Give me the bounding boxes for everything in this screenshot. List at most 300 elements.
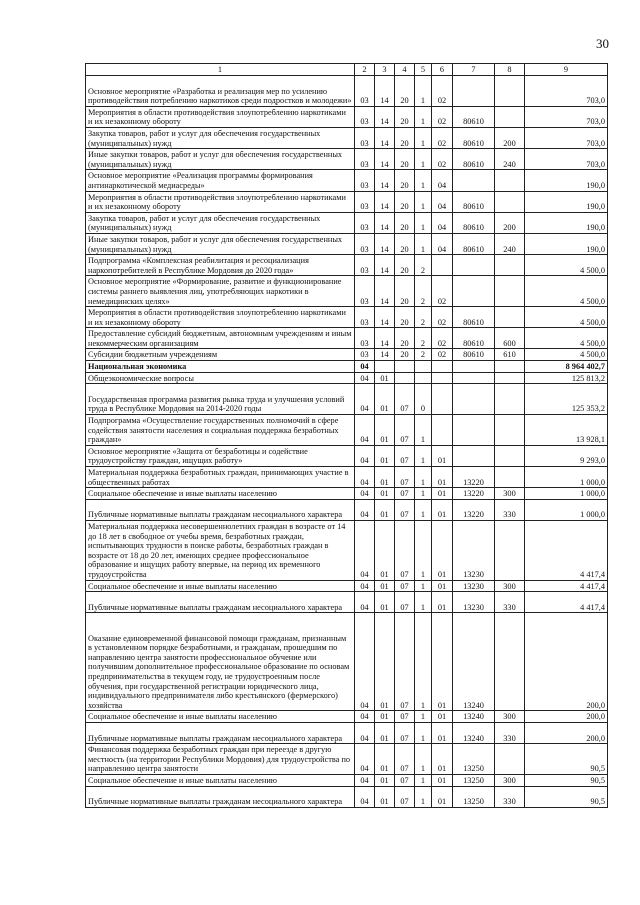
- row-sum-cell: 4 417,4: [525, 521, 608, 581]
- row-code-cell: 330: [495, 499, 525, 520]
- row-code-cell: 01: [432, 711, 453, 723]
- row-sum-cell: 190,0: [525, 191, 608, 212]
- row-code-cell: 01: [375, 592, 395, 613]
- row-code-cell: 20: [395, 307, 415, 328]
- row-code-cell: 300: [495, 711, 525, 723]
- row-code-cell: [495, 445, 525, 466]
- col-header: 7: [453, 64, 495, 76]
- row-code-cell: 1: [415, 212, 432, 233]
- table-row: [86, 233, 608, 254]
- row-code-cell: 80610: [453, 349, 495, 361]
- row-code-cell: 02: [432, 349, 453, 361]
- row-name-cell: Материальная поддержка несовершеннолетних граждан в возрасте от 14 до 18 лет в свободное от учебы время, безработных граждан, испытывающих трудности в поиске работы, безработных граждан в возрасте от 18 до 20 лет, имеющих среднее профессиональное образование и ищущих работу впервые, на период их временного трудоустройства: [86, 521, 355, 581]
- row-code-cell: 13250: [453, 744, 495, 775]
- row-code-cell: 02: [432, 149, 453, 170]
- row-code-cell: 80610: [453, 191, 495, 212]
- row-code-cell: 04: [355, 415, 375, 446]
- row-code-cell: 01: [432, 580, 453, 592]
- row-code-cell: [495, 361, 525, 373]
- row-code-cell: 04: [355, 445, 375, 466]
- col-header: 5: [415, 64, 432, 76]
- row-code-cell: 14: [375, 307, 395, 328]
- row-code-cell: 07: [395, 711, 415, 723]
- table-row: [86, 415, 608, 446]
- row-name-cell: Предоставление субсидий бюджетным, автономным учреждениям и иным некоммерческим организациям: [86, 328, 355, 349]
- row-code-cell: 07: [395, 445, 415, 466]
- row-code-cell: 13240: [453, 722, 495, 743]
- row-code-cell: 01: [375, 521, 395, 581]
- row-code-cell: 07: [395, 580, 415, 592]
- row-code-cell: 01: [432, 744, 453, 775]
- row-code-cell: 07: [395, 521, 415, 581]
- row-code-cell: 1: [415, 786, 432, 807]
- row-code-cell: 14: [375, 255, 395, 276]
- row-code-cell: 1: [415, 415, 432, 446]
- table-row: [86, 349, 608, 361]
- row-code-cell: 1: [415, 711, 432, 723]
- row-code-cell: [453, 76, 495, 107]
- row-code-cell: [495, 467, 525, 488]
- row-code-cell: 13240: [453, 613, 495, 711]
- row-code-cell: 03: [355, 233, 375, 254]
- row-code-cell: 1: [415, 170, 432, 191]
- row-code-cell: 80610: [453, 127, 495, 148]
- row-code-cell: 13240: [453, 711, 495, 723]
- row-sum-cell: 1 000,0: [525, 499, 608, 520]
- row-code-cell: [453, 170, 495, 191]
- row-code-cell: 13250: [453, 786, 495, 807]
- col-header: 4: [395, 64, 415, 76]
- row-code-cell: 1: [415, 774, 432, 786]
- table-row: [86, 255, 608, 276]
- row-code-cell: 01: [375, 613, 395, 711]
- row-code-cell: 01: [432, 521, 453, 581]
- row-code-cell: 1: [415, 744, 432, 775]
- row-code-cell: 04: [355, 786, 375, 807]
- row-code-cell: 1: [415, 499, 432, 520]
- row-code-cell: 03: [355, 349, 375, 361]
- row-code-cell: [495, 744, 525, 775]
- row-name-cell: Социальное обеспечение и иные выплаты населению: [86, 774, 355, 786]
- row-code-cell: 20: [395, 212, 415, 233]
- table-row: [86, 744, 608, 775]
- budget-table: [85, 63, 608, 808]
- col-header: 3: [375, 64, 395, 76]
- row-code-cell: 03: [355, 255, 375, 276]
- row-code-cell: 01: [375, 744, 395, 775]
- table-row: [86, 191, 608, 212]
- row-sum-cell: 8 964 402,7: [525, 361, 608, 373]
- row-code-cell: 80610: [453, 307, 495, 328]
- table-row: [86, 722, 608, 743]
- row-code-cell: 03: [355, 212, 375, 233]
- row-name-cell: Социальное обеспечение и иные выплаты населению: [86, 711, 355, 723]
- row-code-cell: 300: [495, 488, 525, 500]
- row-code-cell: [432, 372, 453, 384]
- row-code-cell: 80610: [453, 212, 495, 233]
- table-row: [86, 774, 608, 786]
- row-name-cell: Публичные нормативные выплаты гражданам несоциального характера: [86, 499, 355, 520]
- row-code-cell: 240: [495, 233, 525, 254]
- row-sum-cell: 4 500,0: [525, 307, 608, 328]
- row-code-cell: 04: [355, 488, 375, 500]
- row-code-cell: 07: [395, 488, 415, 500]
- row-code-cell: [495, 307, 525, 328]
- row-code-cell: [495, 415, 525, 446]
- row-name-cell: Основное мероприятие «Разработка и реализация мер по усилению противодействия потреблению наркотиков среди подростков и молодежи»: [86, 76, 355, 107]
- row-name-cell: Оказание единовременной финансовой помощи гражданам, признанным в установленном порядке безработными, и гражданам, прошедшим по направлению центра занятости профессиональное обучение или получившим дополнительное профессиональное образование по основам предпринимательства в текущем году, не трудоустроенным после обучения, при государственной регистрации юридического лица, индивидуального предпринимателя либо крестьянского (фермерского) хозяйства: [86, 613, 355, 711]
- row-name-cell: Социальное обеспечение и иные выплаты населению: [86, 580, 355, 592]
- row-code-cell: 01: [432, 774, 453, 786]
- row-code-cell: 01: [375, 467, 395, 488]
- row-code-cell: 200: [495, 127, 525, 148]
- row-code-cell: 03: [355, 106, 375, 127]
- row-sum-cell: 4 500,0: [525, 276, 608, 307]
- row-sum-cell: 13 928,1: [525, 415, 608, 446]
- table-row: [86, 276, 608, 307]
- row-code-cell: 07: [395, 384, 415, 415]
- row-code-cell: 03: [355, 76, 375, 107]
- row-code-cell: [495, 255, 525, 276]
- row-code-cell: 13230: [453, 592, 495, 613]
- row-code-cell: 03: [355, 170, 375, 191]
- row-code-cell: 300: [495, 580, 525, 592]
- row-code-cell: 07: [395, 592, 415, 613]
- row-code-cell: 330: [495, 722, 525, 743]
- row-code-cell: 2: [415, 276, 432, 307]
- row-code-cell: 20: [395, 276, 415, 307]
- row-code-cell: 04: [432, 233, 453, 254]
- table-row: [86, 786, 608, 807]
- row-code-cell: 80610: [453, 149, 495, 170]
- row-code-cell: [495, 191, 525, 212]
- row-sum-cell: 90,5: [525, 786, 608, 807]
- row-code-cell: 07: [395, 467, 415, 488]
- row-code-cell: 14: [375, 328, 395, 349]
- row-code-cell: [432, 415, 453, 446]
- row-code-cell: 20: [395, 127, 415, 148]
- table-row: [86, 328, 608, 349]
- row-code-cell: 1: [415, 580, 432, 592]
- row-code-cell: 1: [415, 613, 432, 711]
- row-name-cell: Субсидии бюджетным учреждениям: [86, 349, 355, 361]
- row-code-cell: 13250: [453, 774, 495, 786]
- row-code-cell: 03: [355, 191, 375, 212]
- table-row: [86, 149, 608, 170]
- row-code-cell: 03: [355, 127, 375, 148]
- table-row: [86, 106, 608, 127]
- row-code-cell: 0: [415, 384, 432, 415]
- row-name-cell: Мероприятия в области противодействия злоупотреблению наркотиками и их незаконному обороту: [86, 191, 355, 212]
- row-code-cell: 02: [432, 307, 453, 328]
- row-code-cell: [432, 384, 453, 415]
- row-code-cell: 01: [375, 372, 395, 384]
- row-sum-cell: 9 293,0: [525, 445, 608, 466]
- table-row: [86, 127, 608, 148]
- row-code-cell: 300: [495, 774, 525, 786]
- row-name-cell: Основное мероприятие «Формирование, развитие и функционирование системы раннего выявления лиц, употребляющих наркотики в немедицинских целях»: [86, 276, 355, 307]
- row-name-cell: Иные закупки товаров, работ и услуг для обеспечения государственных (муниципальных) нужд: [86, 149, 355, 170]
- row-sum-cell: 1 000,0: [525, 488, 608, 500]
- row-code-cell: 04: [355, 499, 375, 520]
- row-code-cell: [495, 384, 525, 415]
- table-row: [86, 361, 608, 373]
- row-code-cell: 1: [415, 106, 432, 127]
- row-sum-cell: 200,0: [525, 613, 608, 711]
- row-code-cell: 20: [395, 149, 415, 170]
- row-code-cell: 330: [495, 592, 525, 613]
- row-code-cell: 1: [415, 445, 432, 466]
- row-code-cell: [453, 372, 495, 384]
- row-code-cell: 14: [375, 170, 395, 191]
- row-sum-cell: 125 353,2: [525, 384, 608, 415]
- row-code-cell: 01: [432, 592, 453, 613]
- row-code-cell: 01: [375, 722, 395, 743]
- row-code-cell: 80610: [453, 106, 495, 127]
- row-code-cell: 07: [395, 499, 415, 520]
- row-code-cell: 01: [432, 445, 453, 466]
- page-number: 30: [596, 36, 609, 51]
- row-code-cell: 01: [432, 488, 453, 500]
- row-code-cell: [495, 521, 525, 581]
- row-code-cell: 01: [375, 445, 395, 466]
- row-code-cell: 07: [395, 722, 415, 743]
- row-code-cell: 20: [395, 170, 415, 191]
- row-sum-cell: 4 417,4: [525, 592, 608, 613]
- col-header: 1: [86, 64, 355, 76]
- row-code-cell: 07: [395, 774, 415, 786]
- row-code-cell: 04: [432, 170, 453, 191]
- row-sum-cell: 200,0: [525, 722, 608, 743]
- row-code-cell: 04: [355, 592, 375, 613]
- row-code-cell: 02: [432, 328, 453, 349]
- row-code-cell: 04: [355, 372, 375, 384]
- row-code-cell: [495, 76, 525, 107]
- row-code-cell: 04: [355, 384, 375, 415]
- row-name-cell: Закупка товаров, работ и услуг для обеспечения государственных (муниципальных) нужд: [86, 127, 355, 148]
- table-row: [86, 467, 608, 488]
- row-code-cell: [453, 255, 495, 276]
- table-row: [86, 711, 608, 723]
- row-code-cell: 20: [395, 233, 415, 254]
- row-code-cell: 03: [355, 307, 375, 328]
- row-code-cell: 14: [375, 233, 395, 254]
- row-code-cell: 01: [375, 384, 395, 415]
- table-row: [86, 307, 608, 328]
- table-row: [86, 76, 608, 107]
- col-header: 2: [355, 64, 375, 76]
- row-code-cell: 14: [375, 149, 395, 170]
- row-code-cell: 04: [355, 774, 375, 786]
- row-code-cell: 13230: [453, 580, 495, 592]
- row-code-cell: 14: [375, 127, 395, 148]
- row-code-cell: [453, 276, 495, 307]
- row-sum-cell: 4 500,0: [525, 255, 608, 276]
- row-code-cell: 04: [355, 361, 375, 373]
- row-name-cell: Материальная поддержка безработных граждан, принимающих участие в общественных работах: [86, 467, 355, 488]
- row-name-cell: Социальное обеспечение и иные выплаты населению: [86, 488, 355, 500]
- row-code-cell: 01: [375, 499, 395, 520]
- col-header: 8: [495, 64, 525, 76]
- row-code-cell: 01: [432, 467, 453, 488]
- row-code-cell: 1: [415, 521, 432, 581]
- row-sum-cell: 703,0: [525, 149, 608, 170]
- row-code-cell: [395, 361, 415, 373]
- row-code-cell: 04: [432, 212, 453, 233]
- row-code-cell: 2: [415, 307, 432, 328]
- row-code-cell: 01: [432, 722, 453, 743]
- row-code-cell: [415, 372, 432, 384]
- row-sum-cell: 703,0: [525, 127, 608, 148]
- row-code-cell: 2: [415, 255, 432, 276]
- row-code-cell: 1: [415, 488, 432, 500]
- row-sum-cell: 200,0: [525, 711, 608, 723]
- row-code-cell: 20: [395, 106, 415, 127]
- row-code-cell: 2: [415, 328, 432, 349]
- row-name-cell: Основное мероприятие «Реализация программы формирования антинаркотической медиасреды»: [86, 170, 355, 191]
- row-code-cell: 14: [375, 349, 395, 361]
- row-sum-cell: 90,5: [525, 774, 608, 786]
- row-code-cell: 04: [355, 467, 375, 488]
- row-code-cell: 03: [355, 149, 375, 170]
- row-name-cell: Публичные нормативные выплаты гражданам несоциального характера: [86, 722, 355, 743]
- row-code-cell: 330: [495, 786, 525, 807]
- table-body: [86, 76, 608, 808]
- row-code-cell: [453, 445, 495, 466]
- row-code-cell: 01: [375, 711, 395, 723]
- row-code-cell: 13230: [453, 521, 495, 581]
- row-code-cell: 07: [395, 786, 415, 807]
- table-header-row: [86, 64, 608, 76]
- row-code-cell: [495, 106, 525, 127]
- table-row: [86, 384, 608, 415]
- row-code-cell: 07: [395, 613, 415, 711]
- row-code-cell: [453, 384, 495, 415]
- row-name-cell: Национальная экономика: [86, 361, 355, 373]
- row-code-cell: 1: [415, 191, 432, 212]
- row-name-cell: Мероприятия в области противодействия злоупотреблению наркотиками и их незаконному обороту: [86, 307, 355, 328]
- row-code-cell: 1: [415, 592, 432, 613]
- row-code-cell: 01: [375, 488, 395, 500]
- row-code-cell: 1: [415, 722, 432, 743]
- row-code-cell: 01: [432, 786, 453, 807]
- row-code-cell: 80610: [453, 233, 495, 254]
- col-header: 6: [432, 64, 453, 76]
- row-code-cell: 14: [375, 191, 395, 212]
- row-code-cell: [495, 372, 525, 384]
- row-sum-cell: 703,0: [525, 76, 608, 107]
- row-code-cell: 610: [495, 349, 525, 361]
- row-name-cell: Общеэкономические вопросы: [86, 372, 355, 384]
- row-code-cell: 1: [415, 127, 432, 148]
- row-sum-cell: 90,5: [525, 744, 608, 775]
- table-row: [86, 488, 608, 500]
- row-code-cell: 04: [355, 613, 375, 711]
- row-code-cell: 20: [395, 349, 415, 361]
- row-code-cell: 20: [395, 76, 415, 107]
- row-name-cell: Государственная программа развития рынка труда и улучшения условий труда в Республике Мордовия на 2014-2020 годы: [86, 384, 355, 415]
- table-row: [86, 445, 608, 466]
- table-row: [86, 613, 608, 711]
- row-code-cell: 02: [432, 276, 453, 307]
- row-code-cell: 04: [355, 711, 375, 723]
- row-code-cell: 04: [355, 521, 375, 581]
- row-code-cell: [495, 170, 525, 191]
- row-sum-cell: 4 500,0: [525, 349, 608, 361]
- row-code-cell: [395, 372, 415, 384]
- table-row: [86, 170, 608, 191]
- row-sum-cell: 1 000,0: [525, 467, 608, 488]
- row-code-cell: 03: [355, 276, 375, 307]
- row-code-cell: 01: [432, 499, 453, 520]
- row-code-cell: 04: [355, 722, 375, 743]
- table-row: [86, 212, 608, 233]
- row-name-cell: Подпрограмма «Комплексная реабилитация и ресоциализация наркопотребителей в Республике Мордовия до 2020 года»: [86, 255, 355, 276]
- row-code-cell: 01: [375, 774, 395, 786]
- row-code-cell: 07: [395, 415, 415, 446]
- row-code-cell: 20: [395, 191, 415, 212]
- row-sum-cell: 4 417,4: [525, 580, 608, 592]
- row-name-cell: Подпрограмма «Осуществление государственных полномочий в сфере содействия занятости населения и социальная поддержка безработных граждан»: [86, 415, 355, 446]
- row-code-cell: 14: [375, 106, 395, 127]
- row-code-cell: 200: [495, 212, 525, 233]
- row-code-cell: 13220: [453, 488, 495, 500]
- row-code-cell: 2: [415, 349, 432, 361]
- row-name-cell: Финансовая поддержка безработных граждан при переезде в другую местность (на территории Республики Мордовия) для трудоустройства по направлению центра занятости: [86, 744, 355, 775]
- row-sum-cell: 190,0: [525, 212, 608, 233]
- row-code-cell: 14: [375, 276, 395, 307]
- row-code-cell: [415, 361, 432, 373]
- table-row: [86, 521, 608, 581]
- row-code-cell: 1: [415, 233, 432, 254]
- row-name-cell: Закупка товаров, работ и услуг для обеспечения государственных (муниципальных) нужд: [86, 212, 355, 233]
- row-code-cell: [432, 361, 453, 373]
- row-code-cell: 02: [432, 127, 453, 148]
- row-code-cell: 07: [395, 744, 415, 775]
- row-sum-cell: 4 500,0: [525, 328, 608, 349]
- row-code-cell: 600: [495, 328, 525, 349]
- row-code-cell: 14: [375, 212, 395, 233]
- table-row: [86, 592, 608, 613]
- row-name-cell: Иные закупки товаров, работ и услуг для обеспечения государственных (муниципальных) нужд: [86, 233, 355, 254]
- row-code-cell: 80610: [453, 328, 495, 349]
- row-code-cell: 02: [432, 76, 453, 107]
- row-code-cell: 01: [375, 415, 395, 446]
- row-code-cell: 20: [395, 328, 415, 349]
- row-code-cell: 01: [375, 786, 395, 807]
- row-name-cell: Публичные нормативные выплаты гражданам несоциального характера: [86, 592, 355, 613]
- row-code-cell: 03: [355, 328, 375, 349]
- row-name-cell: Мероприятия в области противодействия злоупотреблению наркотиками и их незаконному обороту: [86, 106, 355, 127]
- row-sum-cell: 703,0: [525, 106, 608, 127]
- row-name-cell: Публичные нормативные выплаты гражданам несоциального характера: [86, 786, 355, 807]
- row-code-cell: [495, 613, 525, 711]
- row-code-cell: [453, 361, 495, 373]
- table-row: [86, 580, 608, 592]
- row-code-cell: 01: [375, 580, 395, 592]
- row-code-cell: [453, 415, 495, 446]
- row-code-cell: 13220: [453, 467, 495, 488]
- table-row: [86, 372, 608, 384]
- row-code-cell: 1: [415, 467, 432, 488]
- row-name-cell: Основное мероприятие «Защита от безработицы и содействие трудоустройству граждан, ищущих работу»: [86, 445, 355, 466]
- row-code-cell: [495, 276, 525, 307]
- row-sum-cell: 190,0: [525, 170, 608, 191]
- row-code-cell: 04: [355, 580, 375, 592]
- row-code-cell: 04: [432, 191, 453, 212]
- row-code-cell: 13220: [453, 499, 495, 520]
- row-code-cell: [375, 361, 395, 373]
